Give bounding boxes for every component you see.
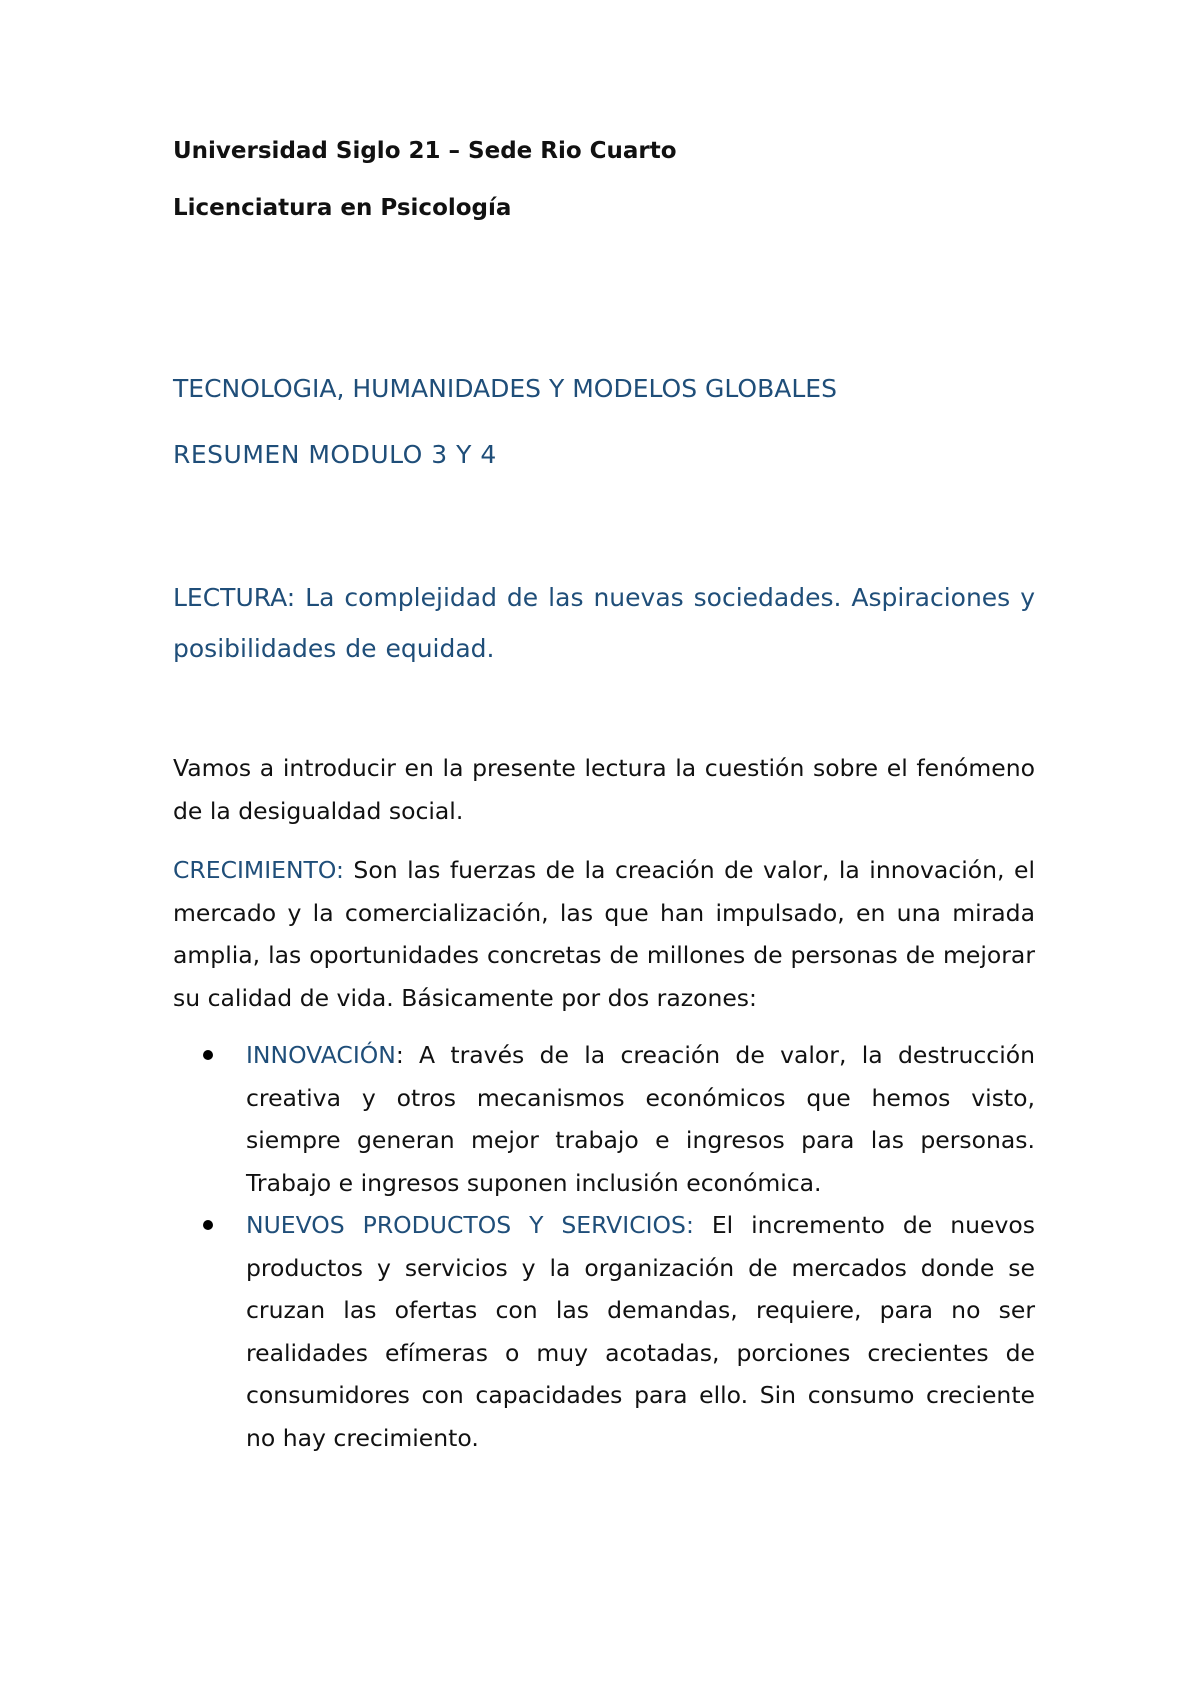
summary-title: RESUMEN MODULO 3 Y 4: [173, 440, 497, 469]
crecimiento-text: Son las fuerzas de la creación de valor, la innovación, el mercado y la comercialización, las que han impulsado, en una mirada amplia, las oportunidades concretas de millones de personas de mejorar su calidad de vida. Básicamente por dos razones:: [173, 856, 1035, 1012]
innovacion-label: INNOVACIÓN: [246, 1041, 396, 1069]
list-item: [173, 1034, 1035, 1204]
career-heading: Licenciatura en Psicología: [173, 195, 512, 221]
bullet-icon: [203, 1050, 213, 1060]
intro-paragraph: Vamos a introducir en la presente lectura la cuestión sobre el fenómeno de la desigualdad social.: [173, 754, 1035, 825]
nuevos-productos-text: El incremento de nuevos productos y servicios y la organización de mercados donde se cruzan las ofertas con las demandas, requiere, para no ser realidades efímeras o muy acotadas, porciones crecientes de consumidores con capacidades para ello. Sin consumo creciente no hay crecimiento.: [246, 1211, 1035, 1452]
nuevos-productos-label: NUEVOS PRODUCTOS Y SERVICIOS:: [246, 1211, 694, 1239]
crecimiento-label: CRECIMIENTO:: [173, 856, 344, 884]
reasons-list: [173, 1034, 1035, 1459]
bullet-icon: [203, 1220, 213, 1230]
crecimiento-paragraph: [173, 849, 1035, 1019]
lectura-heading: LECTURA: La complejidad de las nuevas sociedades. Aspiraciones y posibilidades de equidad.: [173, 583, 1035, 663]
subject-title: TECNOLOGIA, HUMANIDADES Y MODELOS GLOBALES: [173, 374, 837, 403]
innovacion-text: : A través de la creación de valor, la destrucción creativa y otros mecanismos económicos que hemos visto, siempre generan mejor trabajo e ingresos para las personas. Trabajo e ingresos suponen inclusión económica.: [246, 1041, 1035, 1197]
institution-heading: Universidad Siglo 21 – Sede Rio Cuarto: [173, 138, 677, 164]
list-item: [173, 1204, 1035, 1459]
